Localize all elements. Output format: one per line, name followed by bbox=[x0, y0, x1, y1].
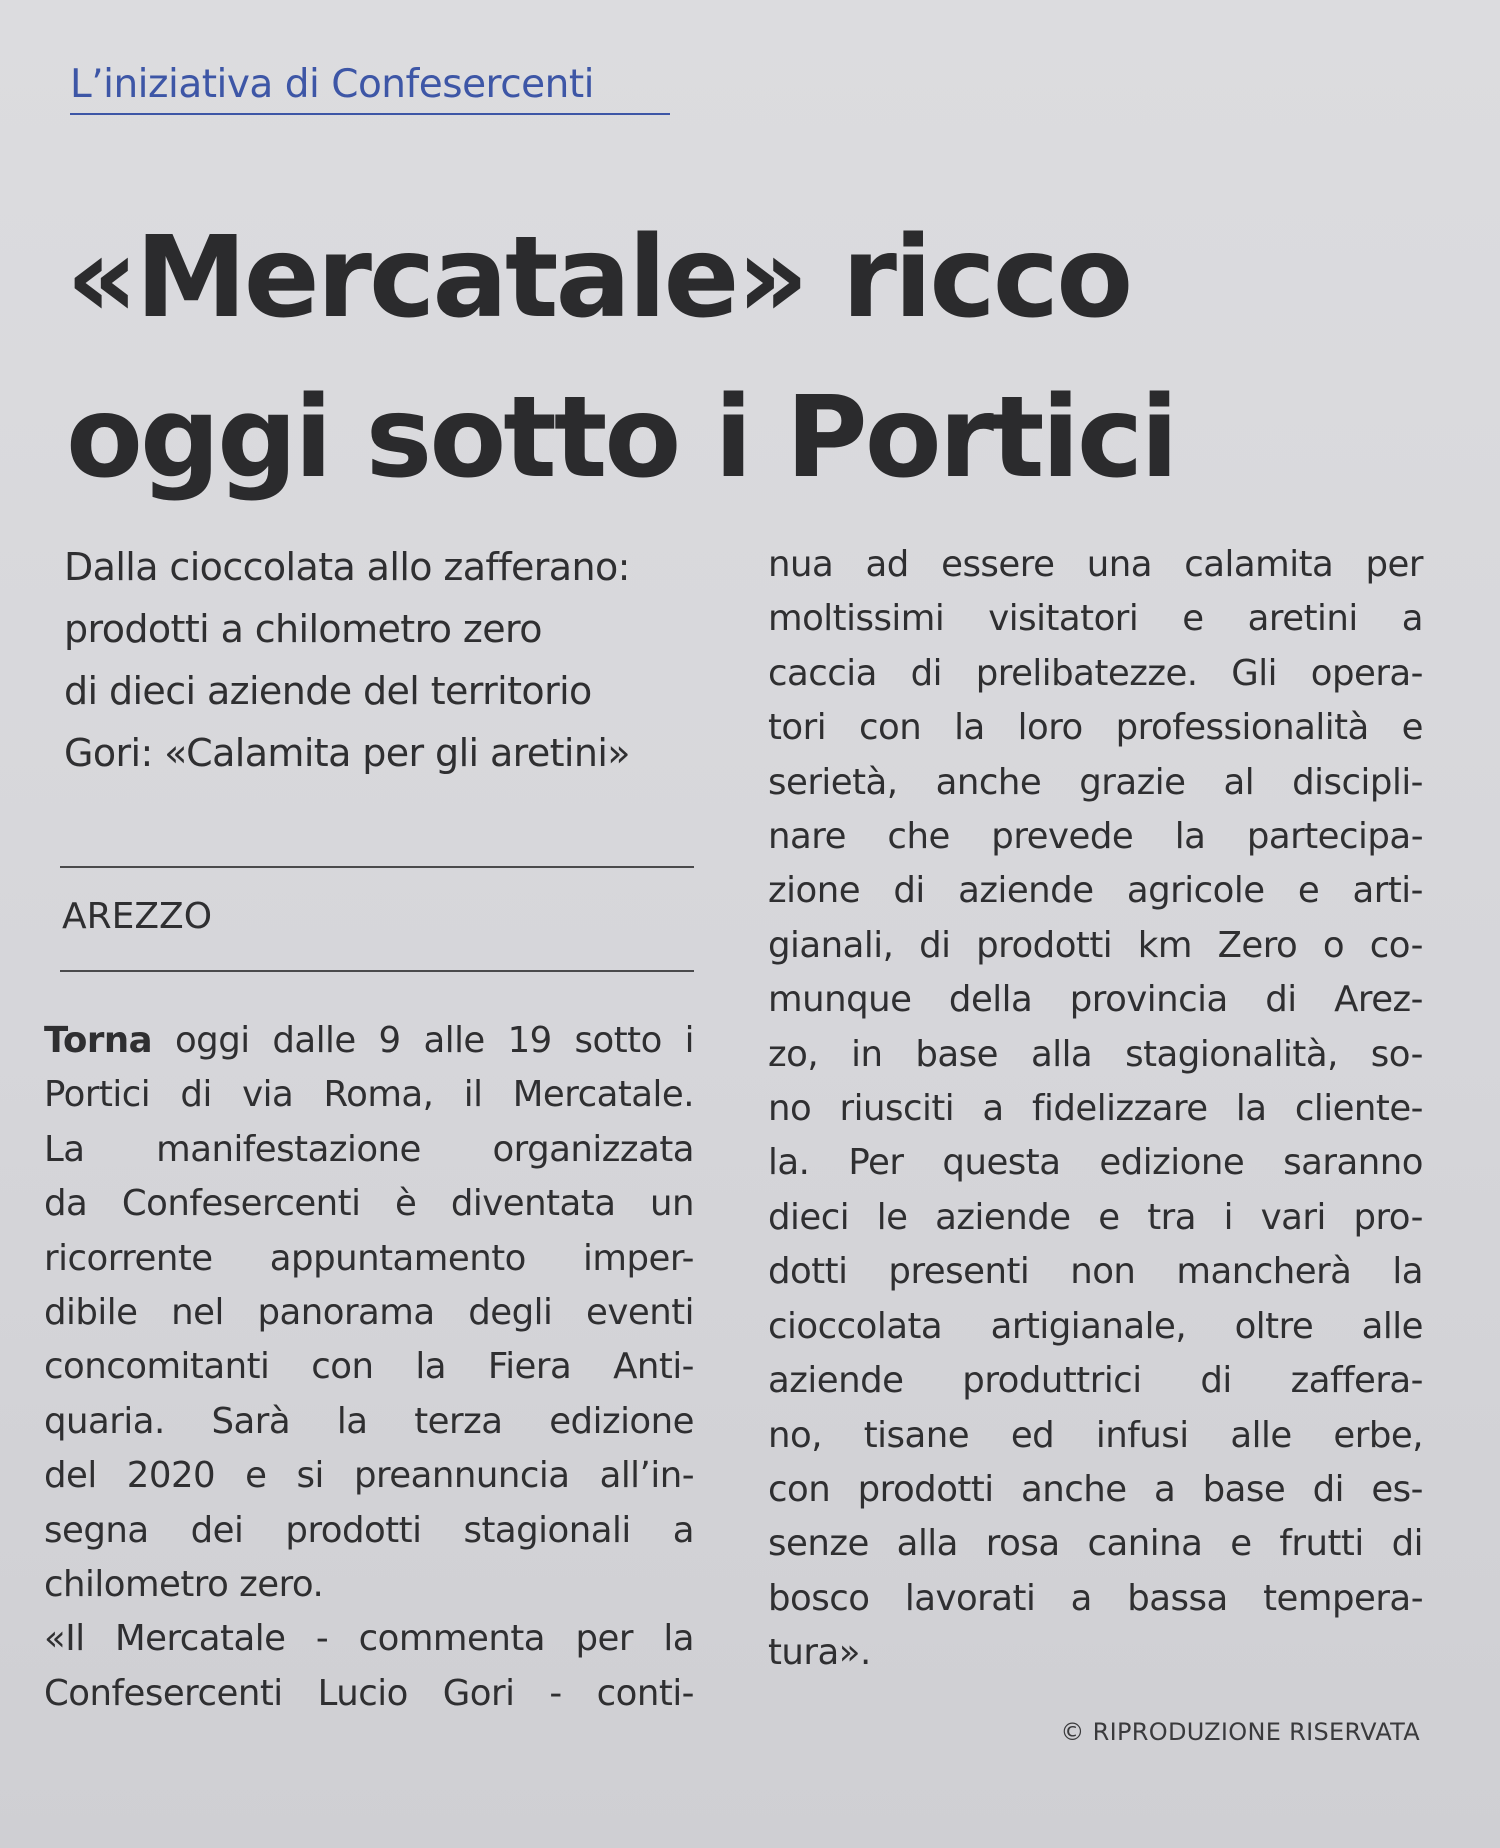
body-line: ricorrente appuntamento imper- bbox=[44, 1237, 694, 1279]
body-line: concomitanti con la Fiera Anti- bbox=[44, 1346, 694, 1388]
body-line: dieci le aziende e tra i vari pro- bbox=[768, 1196, 1423, 1238]
body-line-text: oggi dalle 9 alle 19 sotto i bbox=[152, 1020, 694, 1061]
body-line: dotti presenti non mancherà la bbox=[768, 1251, 1423, 1293]
body-line: Confesercenti Lucio Gori - conti- bbox=[44, 1672, 694, 1714]
body-line: bosco lavorati a bassa tempera- bbox=[768, 1577, 1423, 1619]
body-line: quaria. Sarà la terza edizione bbox=[44, 1400, 694, 1442]
body-line: no riusciti a fidelizzare la cliente- bbox=[768, 1088, 1423, 1130]
copyright-notice: © RIPRODUZIONE RISERVATA bbox=[1060, 1718, 1420, 1746]
body-line: zione di aziende agricole e arti- bbox=[768, 870, 1423, 912]
body-column-right bbox=[768, 538, 1423, 1681]
body-line: chilometro zero. bbox=[44, 1564, 324, 1606]
body-line: Portici di via Roma, il Mercatale. bbox=[44, 1074, 694, 1116]
body-line: La manifestazione organizzata bbox=[44, 1128, 694, 1170]
subhead-line: prodotti a chilometro zero bbox=[64, 607, 542, 651]
article-headline bbox=[66, 198, 1396, 518]
subhead-line: Gori: «Calamita per gli aretini» bbox=[64, 731, 630, 775]
body-line: caccia di prelibatezze. Gli opera- bbox=[768, 652, 1423, 694]
body-line: munque della provincia di Arez- bbox=[768, 979, 1423, 1021]
section-kicker: L’iniziativa di Confesercenti bbox=[70, 62, 670, 115]
headline-line-1: «Mercatale» ricco bbox=[66, 213, 1131, 343]
body-line: senze alla rosa canina e frutti di bbox=[768, 1523, 1423, 1565]
dateline: AREZZO bbox=[62, 896, 213, 937]
subhead-line: di dieci aziende del territorio bbox=[64, 669, 592, 713]
body-line: tori con la loro professionalità e bbox=[768, 707, 1423, 749]
body-line: segna dei prodotti stagionali a bbox=[44, 1509, 694, 1551]
body-line bbox=[44, 1014, 694, 1068]
body-line: serietà, anche grazie al discipli- bbox=[768, 761, 1423, 803]
article-subheadline bbox=[64, 536, 704, 784]
body-line: cioccolata artigianale, oltre alle bbox=[768, 1305, 1423, 1347]
body-line: aziende produttrici di zaffera- bbox=[768, 1360, 1423, 1402]
body-line: tura». bbox=[768, 1632, 871, 1674]
divider-top bbox=[60, 866, 694, 868]
body-line: dibile nel panorama degli eventi bbox=[44, 1292, 694, 1334]
body-line: moltissimi visitatori e aretini a bbox=[768, 598, 1423, 640]
body-line: no, tisane ed infusi alle erbe, bbox=[768, 1414, 1423, 1456]
body-line: nua ad essere una calamita per bbox=[768, 544, 1423, 585]
divider-bottom bbox=[60, 970, 694, 972]
headline-line-2: oggi sotto i Portici bbox=[66, 373, 1176, 503]
body-line: del 2020 e si preannuncia all’in- bbox=[44, 1455, 694, 1497]
body-line: zo, in base alla stagionalità, so- bbox=[768, 1033, 1423, 1075]
body-line: da Confesercenti è diventata un bbox=[44, 1183, 694, 1225]
body-line: nare che prevede la partecipa- bbox=[768, 816, 1423, 858]
body-line: gianali, di prodotti km Zero o co- bbox=[768, 924, 1423, 966]
body-line: «Il Mercatale - commenta per la bbox=[44, 1618, 694, 1660]
body-line: con prodotti anche a base di es- bbox=[768, 1468, 1423, 1510]
lead-word: Torna bbox=[44, 1020, 153, 1061]
body-line: la. Per questa edizione saranno bbox=[768, 1142, 1423, 1184]
body-column-left bbox=[44, 1014, 694, 1721]
subhead-line: Dalla cioccolata allo zafferano: bbox=[64, 545, 630, 589]
